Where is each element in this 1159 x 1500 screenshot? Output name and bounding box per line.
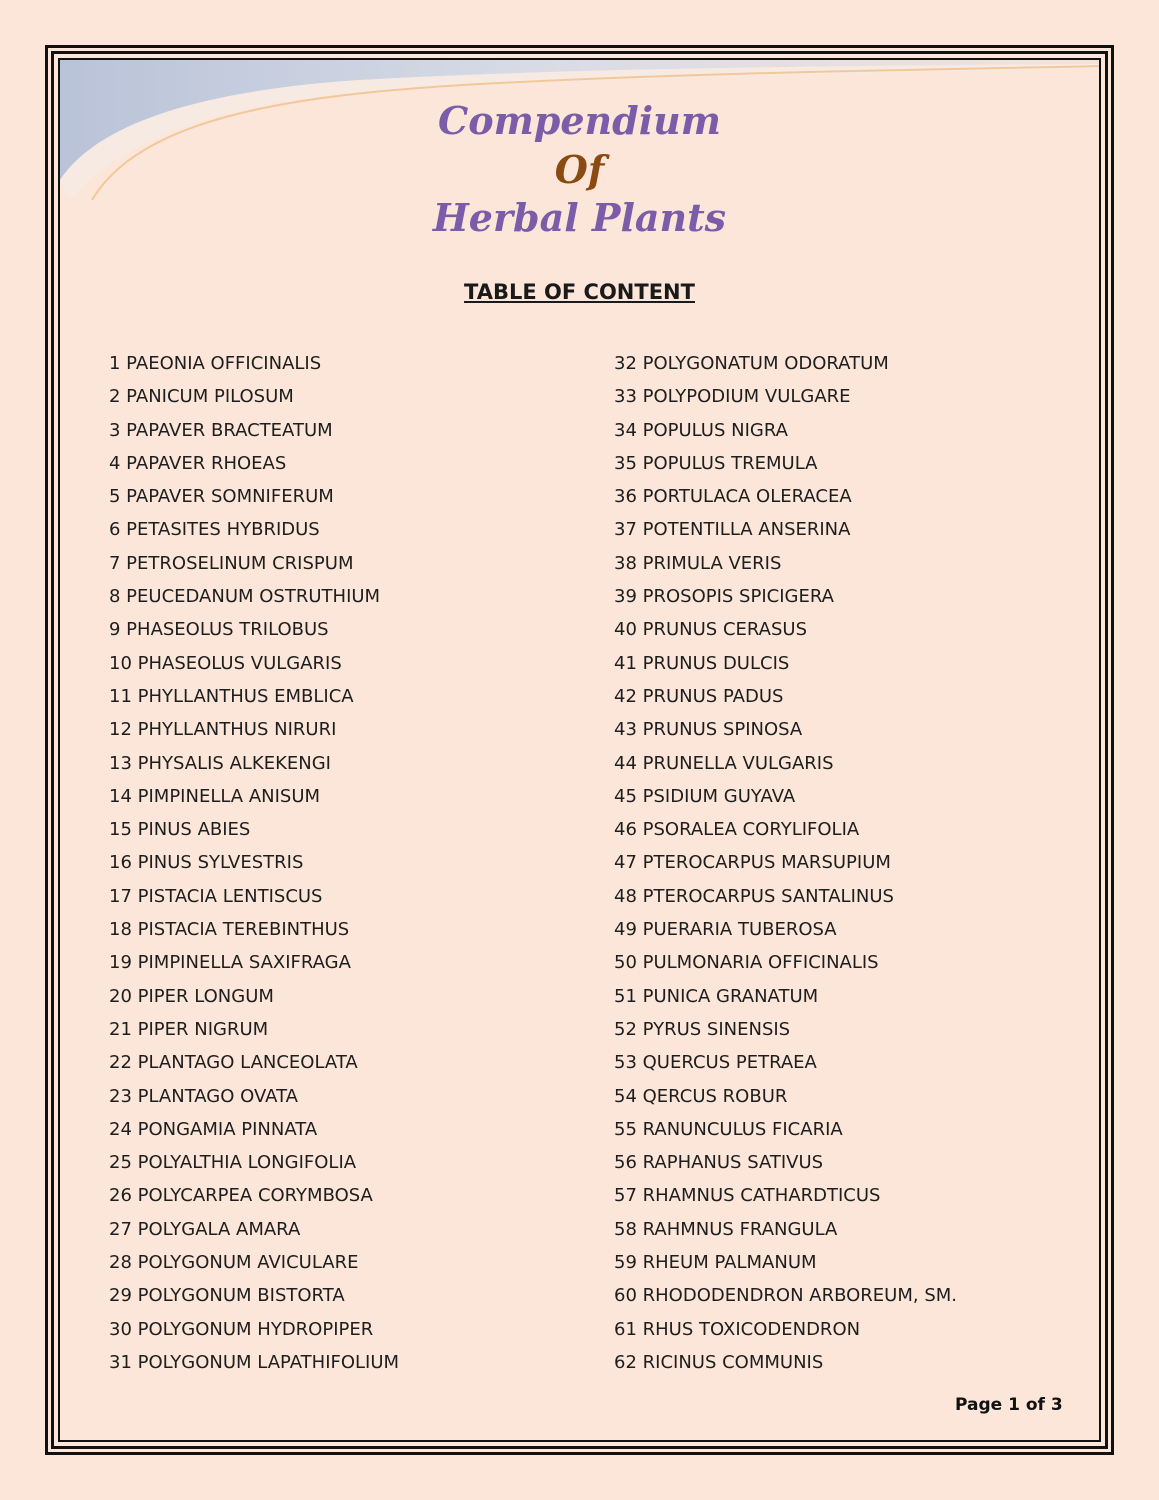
toc-entry: 32 POLYGONATUM ODORATUM [614, 353, 889, 374]
toc-entry: 16 PINUS SYLVESTRIS [109, 852, 304, 874]
toc-entry: 55 RANUNCULUS FICARIA [614, 1118, 843, 1140]
toc-entry: 39 PROSOPIS SPICIGERA [614, 586, 834, 608]
toc-entry: 7 PETROSELINUM CRISPUM [109, 552, 354, 574]
toc-entry: 4 PAPAVER RHOEAS [109, 452, 287, 474]
toc-entry: 61 RHUS TOXICODENDRON [614, 1318, 861, 1340]
toc-entry: 31 POLYGONUM LAPATHIFOLIUM [109, 1351, 400, 1373]
toc-entry: 23 PLANTAGO OVATA [109, 1085, 298, 1107]
toc-entry: 27 POLYGALA AMARA [109, 1218, 301, 1240]
toc-list-right [614, 347, 957, 1379]
toc-entry: 13 PHYSALIS ALKEKENGI [109, 752, 331, 774]
toc-entry: 2 PANICUM PILOSUM [109, 386, 294, 408]
toc-entry: 8 PEUCEDANUM OSTRUTHIUM [109, 586, 381, 608]
toc-entry: 6 PETASITES HYBRIDUS [109, 519, 320, 541]
toc-list-left [109, 347, 399, 1379]
toc-entry: 50 PULMONARIA OFFICINALIS [614, 952, 879, 974]
toc-entry: 58 RAHMNUS FRANGULA [614, 1218, 838, 1240]
toc-entry: 19 PIMPINELLA SAXIFRAGA [109, 952, 351, 974]
title-line-compendium: Compendium [437, 98, 721, 143]
toc-entry: 22 PLANTAGO LANCEOLATA [109, 1052, 358, 1074]
toc-entry: 48 PTEROCARPUS SANTALINUS [614, 885, 894, 907]
toc-entry: 33 POLYPODIUM VULGARE [614, 386, 851, 408]
toc-entry: 59 RHEUM PALMANUM [614, 1252, 817, 1274]
toc-entry: 40 PRUNUS CERASUS [614, 619, 808, 641]
toc-entry: 1 PAEONIA OFFICINALIS [109, 353, 322, 374]
toc-entry: 25 POLYALTHIA LONGIFOLIA [109, 1152, 357, 1174]
toc-entry: 14 PIMPINELLA ANISUM [109, 785, 321, 807]
toc-entry: 36 PORTULACA OLERACEA [614, 486, 852, 508]
toc-entry: 15 PINUS ABIES [109, 819, 251, 841]
toc-entry: 21 PIPER NIGRUM [109, 1018, 269, 1040]
toc-entry: 37 POTENTILLA ANSERINA [614, 519, 851, 541]
toc-entry: 47 PTEROCARPUS MARSUPIUM [614, 852, 891, 874]
toc-entry: 28 POLYGONUM AVICULARE [109, 1252, 359, 1274]
toc-entry: 51 PUNICA GRANATUM [614, 985, 819, 1007]
toc-entry: 29 POLYGONUM BISTORTA [109, 1285, 345, 1307]
toc-entry: 24 PONGAMIA PINNATA [109, 1118, 318, 1140]
title-line-of: Of [554, 147, 605, 192]
toc-entry: 11 PHYLLANTHUS EMBLICA [109, 685, 354, 707]
toc-entry: 12 PHYLLANTHUS NIRURI [109, 719, 337, 741]
toc-entry: 44 PRUNELLA VULGARIS [614, 752, 834, 774]
toc-entry: 5 PAPAVER SOMNIFERUM [109, 486, 334, 508]
toc-entry: 9 PHASEOLUS TRILOBUS [109, 619, 329, 641]
toc-entry: 57 RHAMNUS CATHARDTICUS [614, 1185, 881, 1207]
toc-entry: 10 PHASEOLUS VULGARIS [109, 652, 342, 674]
toc-entry: 53 QUERCUS PETRAEA [614, 1052, 817, 1074]
toc-entry: 20 PIPER LONGUM [109, 985, 274, 1007]
toc-entry: 34 POPULUS NIGRA [614, 419, 788, 441]
toc-entry: 46 PSORALEA CORYLIFOLIA [614, 819, 860, 841]
table-of-content-heading: TABLE OF CONTENT [464, 280, 695, 304]
toc-entry: 30 POLYGONUM HYDROPIPER [109, 1318, 374, 1340]
toc-entry: 35 POPULUS TREMULA [614, 452, 818, 474]
toc-entry: 26 POLYCARPEA CORYMBOSA [109, 1185, 373, 1207]
toc-entry: 49 PUERARIA TUBEROSA [614, 919, 837, 941]
toc-entry: 38 PRIMULA VERIS [614, 552, 782, 574]
toc-entry: 62 RICINUS COMMUNIS [614, 1351, 824, 1373]
toc-entry: 60 RHODODENDRON ARBOREUM, SM. [614, 1285, 958, 1307]
toc-entry: 56 RAPHANUS SATIVUS [614, 1152, 824, 1174]
toc-entry: 17 PISTACIA LENTISCUS [109, 885, 323, 907]
toc-entry: 45 PSIDIUM GUYAVA [614, 785, 796, 807]
toc-entry: 42 PRUNUS PADUS [614, 685, 784, 707]
toc-entry: 3 PAPAVER BRACTEATUM [109, 419, 333, 441]
toc-entry: 41 PRUNUS DULCIS [614, 652, 790, 674]
toc-entry: 18 PISTACIA TEREBINTHUS [109, 919, 350, 941]
title-line-herbal-plants: Herbal Plants [432, 195, 727, 240]
toc-entry: 43 PRUNUS SPINOSA [614, 719, 803, 741]
toc-entry: 52 PYRUS SINENSIS [614, 1018, 791, 1040]
toc-entry: 54 QERCUS ROBUR [614, 1085, 788, 1107]
page-number: Page 1 of 3 [955, 1395, 1063, 1415]
